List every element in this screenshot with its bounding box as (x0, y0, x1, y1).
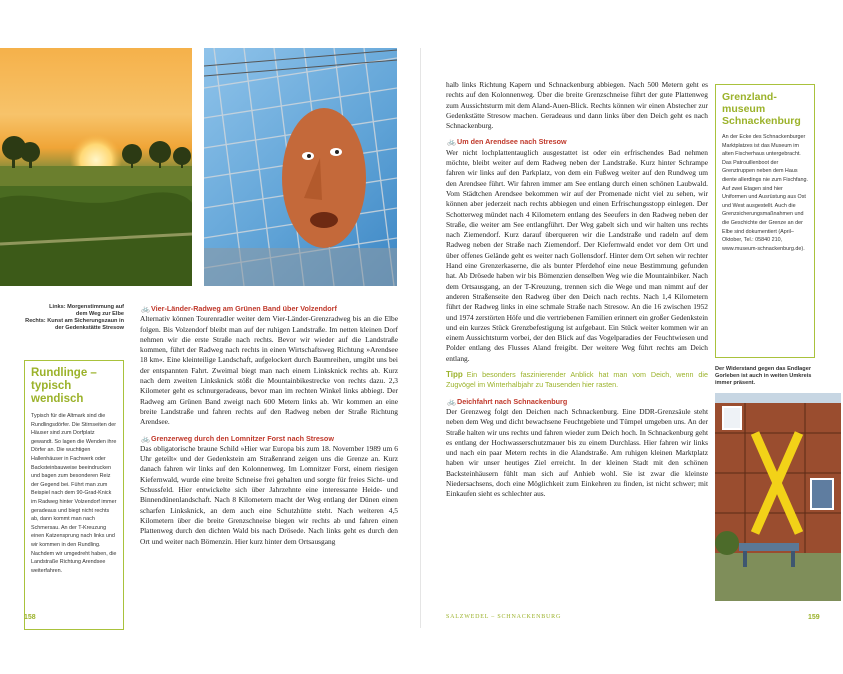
page-number: 159 (808, 614, 820, 621)
infobox-title-line: museum (722, 103, 766, 115)
photo-morning-sunset (0, 48, 192, 286)
section-heading (446, 397, 708, 407)
photo-caption (0, 304, 124, 332)
caption-line: Rechts: Kunst am Sicherungszaun in (25, 318, 124, 324)
bicycle-icon: 🚲 (141, 433, 150, 443)
section-heading (446, 137, 708, 147)
section-heading-text: Grenzerweg durch den Lomnitzer Forst nach Stresow (151, 433, 334, 443)
intro-paragraph: halb links Richtung Kapern und Schnackenburg abbiegen. Nach 500 Metern geht es rechts auf den Kolonnenweg. Über die breite Grenzschneise führt der gute Plattenweg zum Aussichtsturm mit dem Aland-Auen-Blick. Rechts können wir einen Abstecher zur Gedenkstätte Stresow machen. Geradeaus und dann links über den Deich geht es nach Schnackenburg. (446, 80, 708, 131)
caption-line: dem Weg zur Elbe (75, 311, 124, 317)
bicycle-icon: 🚲 (141, 304, 150, 313)
infobox-title-line: Schnackenburg (722, 115, 801, 127)
tip-label: Tipp (446, 370, 463, 380)
grenzlandmuseum-infobox (715, 84, 815, 358)
caption-line: Der Widerstand gegen das Endlager (715, 366, 811, 372)
infobox-text: An der Ecke des Schnackenburger Marktplatzes ist das Museum im alten Fischerhaus untergebracht. Das Patrouillenboot der Grenztruppen neben dem Haus diente allerdings nie zum Fischfang. Auf zwei Etagen sind hier Uniformen und Ausrüstung aus Ost und West ausgestellt. Auch die Grenzsicherungsmaßnahmen und die Geschichte der Grenze an der Elbe sind dokumentiert (April–Oktober, Tel.: 05840 210, www.museum-schnackenburg.de). (722, 134, 808, 252)
bicycle-icon: 🚲 (447, 137, 456, 147)
photo-caption (715, 366, 835, 387)
section-paragraph: Alternativ können Tourenradler weiter dem Vier-Länder-Grenzradweg bis an die Elbe folgen. Bis Volzendorf bleibt man auf der ruhigen Landstraße. Im netten kleinen Dorf nehmen wir die erste Straße nach rechts. Bevor wir wieder auf die Landstraße kommen, führt der Radweg nach rechts in einen Wirtschaftsweg Richtung »Arendsee 18 km«. Eine kleinteilige Landschaft, aufgelockert durch Baumreihen, umgibt uns bei der entspannten Fahrt. Zweimal biegt man nach einem Linksknick rechts ab. Kurz nach dem zweiten Linksknick stößt die Mountainbikestrecke von rechts dazu. 2,3 Kilometer geht es schnurgeradeaus, bevor man im rechten Winkel links abbiegt. Der Radweg am Grünen Band zweigt nach 600 Metern links ab. Wir kommen an eine breite Landstraße und fahren rechts auf den Radweg neben der Straße Richtung Arendsee. (140, 314, 398, 427)
infobox-title (31, 367, 117, 406)
tip-note (446, 370, 708, 391)
infobox-title-line: Rundlinge – (31, 367, 97, 379)
infobox-title-line: typisch wendisch (31, 380, 84, 405)
section-paragraph: Der Grenzweg folgt den Deichen nach Schnackenburg. Eine DDR-Grenzsäule steht neben dem Weg und dicht bewachsene Feuchtgebiete und Tümpel umgeben uns. An der Straße halten wir uns rechts und fahren wieder zum Deich hoch. In Schnackenburg geht es entlang der Hochwasserschutzmauer bis zu einem Durchlass. Hier fahren wir links und nach ein paar Metern rechts in die Alandstraße. Am ruhigen kleinen Marktplatz haben wir unser heutiges Ziel erreicht. In der kleinen Stadt mit den schönen Backsteinhäusern fühlt man sich auf Anhieb wohl. Sie ist zwar die kleinste Niedersachsens, doch eine Möglichkeit zum Einkehren zu finden, ist nicht schwer; mit Einkaufen sieht es schlechter aus. (446, 406, 708, 499)
section-paragraph: Das obligatorische braune Schild »Hier war Europa bis zum 18. November 1989 um 6 Uhr geteilt« und der Gedenkstein am Straßenrand zeigen uns die Grenze an. Kurz danach fahren wir links auf den Kolonnenweg. Im Lomnitzer Forst, einem riesigen Kiefernwald, wurde eine breite Schneise frei gehalten und sorgte für freies Sicht- und Schussfeld. Hier entwickelte sich über Jahrzehnte eine interessante Heide- und Binnendünenlandschaft. Nach 8 Kilometern macht der Weg entlang der Dünen einen scharfen Linksknick, an dem auch eine Schutzhütte steht. Nach weiteren 4,5 Kilometern über die breite Grenzschneise biegen wir rechts ab und fahren einen Plattenweg durch den dichten Wald bis nach Drösede. Nach links geht es durch den Ort und weiter nach Bömenzin. Hier kurz hinter dem Ortsausgang (140, 443, 398, 546)
section-heading (140, 304, 398, 314)
infobox-title (722, 91, 808, 127)
right-text-column (446, 80, 708, 506)
sunset-illustration (0, 48, 192, 286)
bicycle-icon: 🚲 (447, 396, 456, 406)
house-cross-illustration (715, 393, 841, 601)
photo-fence-art (204, 48, 397, 286)
left-text-column (140, 304, 398, 553)
tip-text: Ein besonders faszinierender Anblick hat man vom Deich, wenn die Zugvögel im Winterhalbjahr zu Tausenden hier rasten. (446, 370, 708, 390)
caption-line: immer präsent. (715, 380, 756, 386)
caption-line: Gorleben ist auch in weiten Umkreis (715, 373, 812, 379)
left-page (0, 48, 421, 628)
rundlinge-infobox (24, 360, 124, 630)
fence-illustration (204, 48, 397, 286)
infobox-title-line: Grenzland- (722, 91, 777, 103)
infobox-text: Typisch für die Altmark sind die Rundlingsdörfer. Die Stirnseiten der Häuser sind zum Dorfplatz gewandt. So lagen die Wenden ihre Dörfer an. Die wuchtigen Hallenhäuser in Fachwerk oder Backsteinbauweise beeindrucken und bagen zum besonderen Reiz der Gegend bei. Führt man zum Beispiel nach dem 90-Grad-Knick im Radweg hinter Volzendorf immer geradeaus und biegt nicht rechts ab, dann kommt man nach Schmersau. An der T-Kreuzung einen Katzensprung nach links und wir kommen in den Rundling. Nachdem wir umgedreht haben, die Landstraße Richtung Arendsee weiterfahren. (31, 413, 117, 574)
photo-gorleben-cross (715, 393, 841, 601)
running-head: SALZWEDEL – SCHNACKENBURG (446, 614, 562, 620)
caption-line: Links: Morgenstimmung auf (49, 304, 124, 310)
section-heading (140, 434, 398, 444)
right-page (422, 48, 843, 628)
section-heading-text: Um den Arendsee nach Stresow (457, 137, 567, 147)
section-paragraph: Wer nicht lochplattentauglich ausgestattet ist oder ein erfrischendes Bad nehmen möchte, bleibt weiter auf dem Radweg neben der Landstraße. Kurz hinter Schrampe fahren wir links auf den Parkplatz, von dem ein Fußweg weiter auf den Rundweg um den Arendsee führt. Wir fahren immer am See entlang durch einen schönen Laubwald. Vom Städtchen Arendsee bekommen wir auf der Promenade nicht viel zu sehen, wir können aber jederzeit nach rechts abbiegen und einen Erfrischungsstopp einlegen. Der Schotterweg mündet nach 4 Kilometern entlang des Seeufers in den Radweg neben der Straße, die weiter am See entlangführt. Der Weg gabelt sich und wir halten uns rechts nach Ziemendorf. Kurz darauf überqueren wir die Landstraße und radeln auf dem Radweg neben der Straße nach Ziemendorf. Der Kiefernwald endet vor dem Ort und über offenes Gelände geht es weiter nach Gollensdorf. Hinter dem Ort sehen wir rechter Hand eine Grenzerkaserne, die als bunter Pferdehof eine neue Bestimmung gefunden hat. Ab Drösede haben wir bis Bömenzien denselben Weg wie die Mountainbiker. Nach dem Ortsausgang, an der T-Kreuzung, trennen sich die Wege und man nimmt auf der anderen Straßenseite den Radweg über den Deich nach rechts. Nach 1,4 Kilometern führt der Radweg links in eine schmale Straße nach Stresow. An die 16 zwischen 1952 und 1974 zerstörten Höfe und die vertriebenen Familien erinnert ein großer Gedenkstein und ein kurzes Stück Grenzbefestigung ist aufgebaut. Ein Stück weiter kommen wir an einem Aussichtsturm vorbei, der den Blick auf das Vogelparadies der Feuchtwiesen und Polder entlang des Flusses Aland freigibt. Der weitere Weg führt rechts am Deich entlang. (446, 147, 708, 363)
section-heading-text: Vier-Länder-Radweg am Grünen Band über Volzendorf (151, 304, 337, 313)
section-heading-text: Deichfahrt nach Schnackenburg (457, 396, 568, 406)
page-number: 158 (24, 614, 36, 621)
caption-line: der Gedenkstätte Stresow (54, 325, 124, 331)
